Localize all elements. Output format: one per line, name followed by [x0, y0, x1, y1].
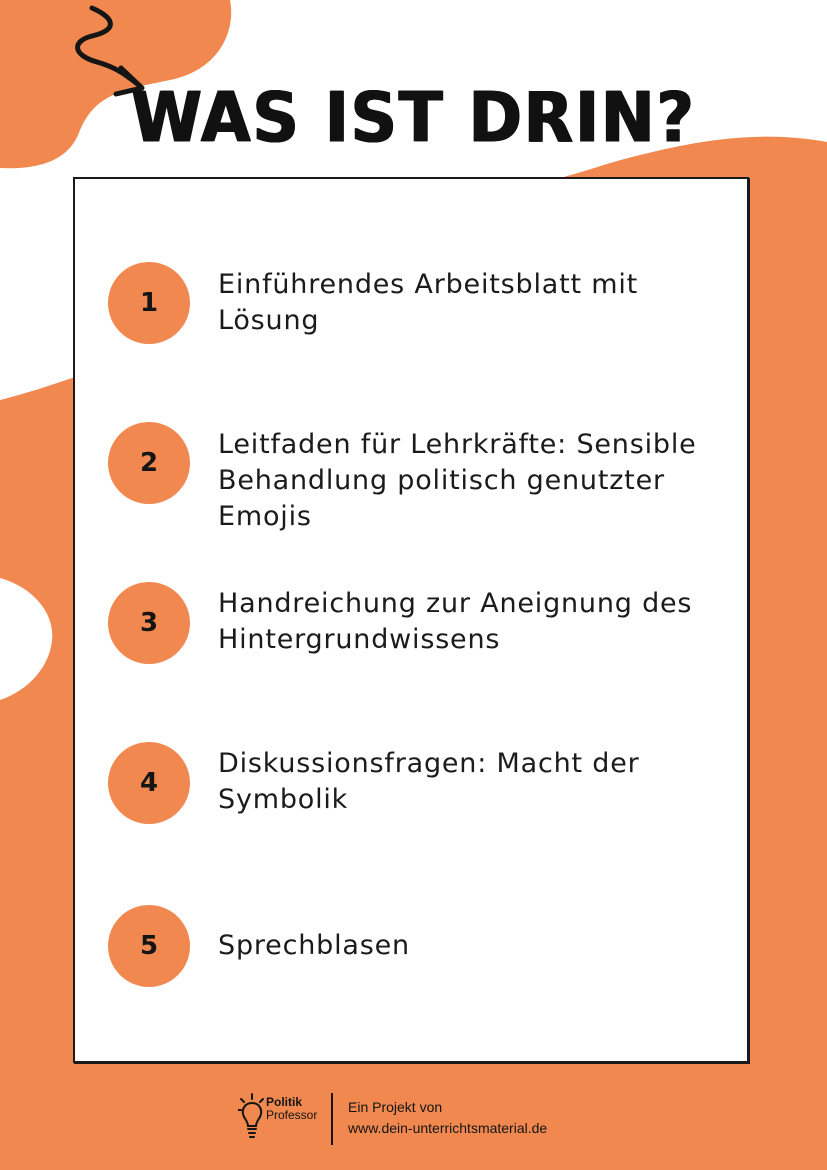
logo-line-1: Politik	[266, 1095, 303, 1109]
item-text: Leitfaden für Lehrkräfte: Sensible Behandlung politisch genutzter Emojis	[218, 429, 697, 532]
item-number-badge: 1	[108, 262, 190, 344]
politik-professor-logo	[238, 1093, 323, 1143]
item-number-badge: 5	[108, 905, 190, 987]
item-number-badge: 3	[108, 582, 190, 664]
page-title: WAS IST DRIN?	[131, 79, 696, 159]
right-band	[749, 178, 827, 1170]
logo-wordmark	[266, 1096, 317, 1122]
item-text: Sprechblasen	[218, 930, 410, 961]
lower-blob	[0, 378, 73, 1170]
lightbulb-icon	[238, 1093, 266, 1141]
item-text: Diskussionsfragen: Macht der Symbolik	[218, 748, 640, 815]
footer-divider	[331, 1093, 333, 1145]
item-number-badge: 2	[108, 422, 190, 504]
item-text: Handreichung zur Aneignung des Hintergrundwissens	[218, 588, 693, 655]
logo-line-2: Professor	[266, 1108, 318, 1122]
item-text: Einführendes Arbeitsblatt mit Lösung	[218, 269, 639, 336]
footer	[0, 1085, 827, 1155]
content-card	[73, 177, 749, 1063]
footer-credit	[348, 1097, 547, 1139]
project-label: Ein Projekt von	[348, 1099, 443, 1115]
item-number-badge: 4	[108, 742, 190, 824]
website-link[interactable]: www.dein-unterrichtsmaterial.de	[348, 1120, 548, 1136]
